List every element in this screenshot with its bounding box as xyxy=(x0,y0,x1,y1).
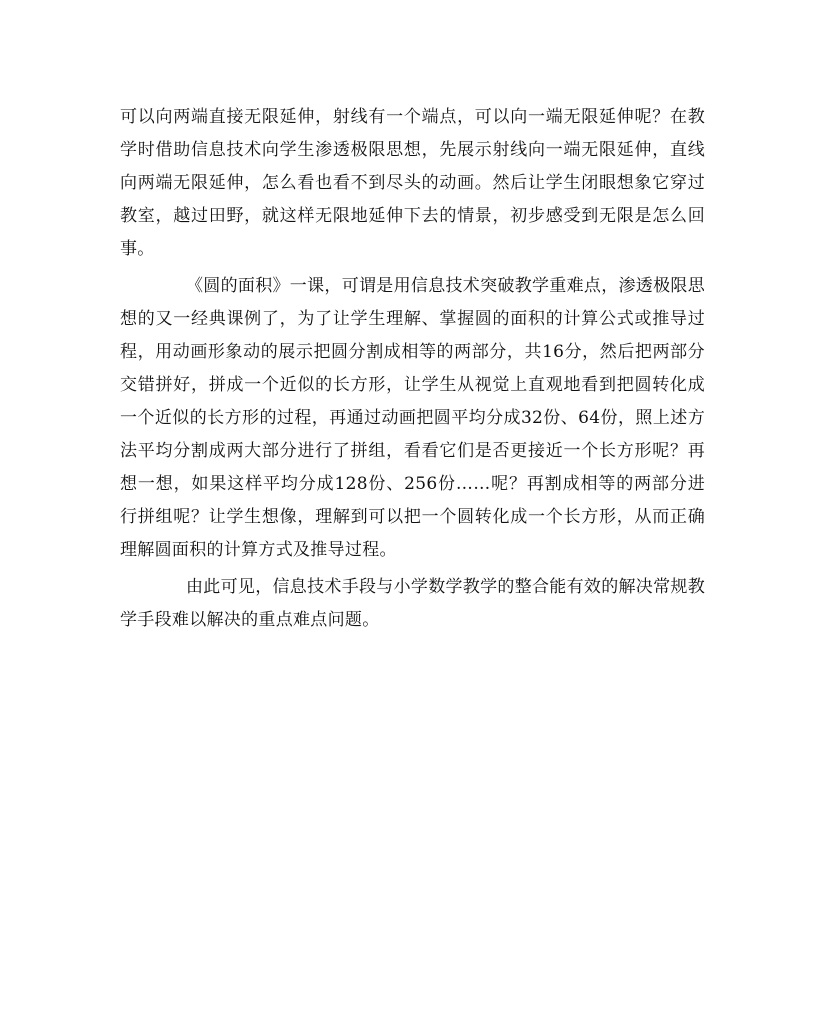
paragraph-continuation: 可以向两端直接无限延伸，射线有一个端点，可以向一端无限延伸呢？在教学时借助信息技术向学生渗透极限思想，先展示射线向一端无限延伸，直线向两端无限延伸，怎么看也看不到尽头的动画。然后让学生闭眼想象它穿过教室，越过田野，就这样无限地延伸下去的情景，初步感受到无限是怎么回事。 xyxy=(120,107,705,259)
document-body xyxy=(120,101,705,641)
paragraph-conclusion: 由此可见，信息技术手段与小学数学教学的整合能有效的解决常规教学手段难以解决的重点难点问题。 xyxy=(120,577,705,630)
paragraph-circle-area: 《圆的面积》一课，可谓是用信息技术突破教学重难点，渗透极限思想的又一经典课例了，为了让学生理解、掌握圆的面积的计算公式或推导过程，用动画形象动的展示把圆分割成相等的两部分，共16分，然后把两部分交错拼好，拼成一个近似的长方形，让学生从视觉上直观地看到把圆转化成一个近似的长方形的过程，再通过动画把圆平均分成32份、64份，照上述方法平均分割成两大部分进行了拼组，看看它们是否更接近一个长方形呢？再想一想，如果这样平均分成128份、256份……呢？再割成相等的两部分进行拼组呢？让学生想像，理解到可以把一个圆转化成一个长方形，从而正确理解圆面积的计算方式及推导过程。 xyxy=(120,276,705,560)
